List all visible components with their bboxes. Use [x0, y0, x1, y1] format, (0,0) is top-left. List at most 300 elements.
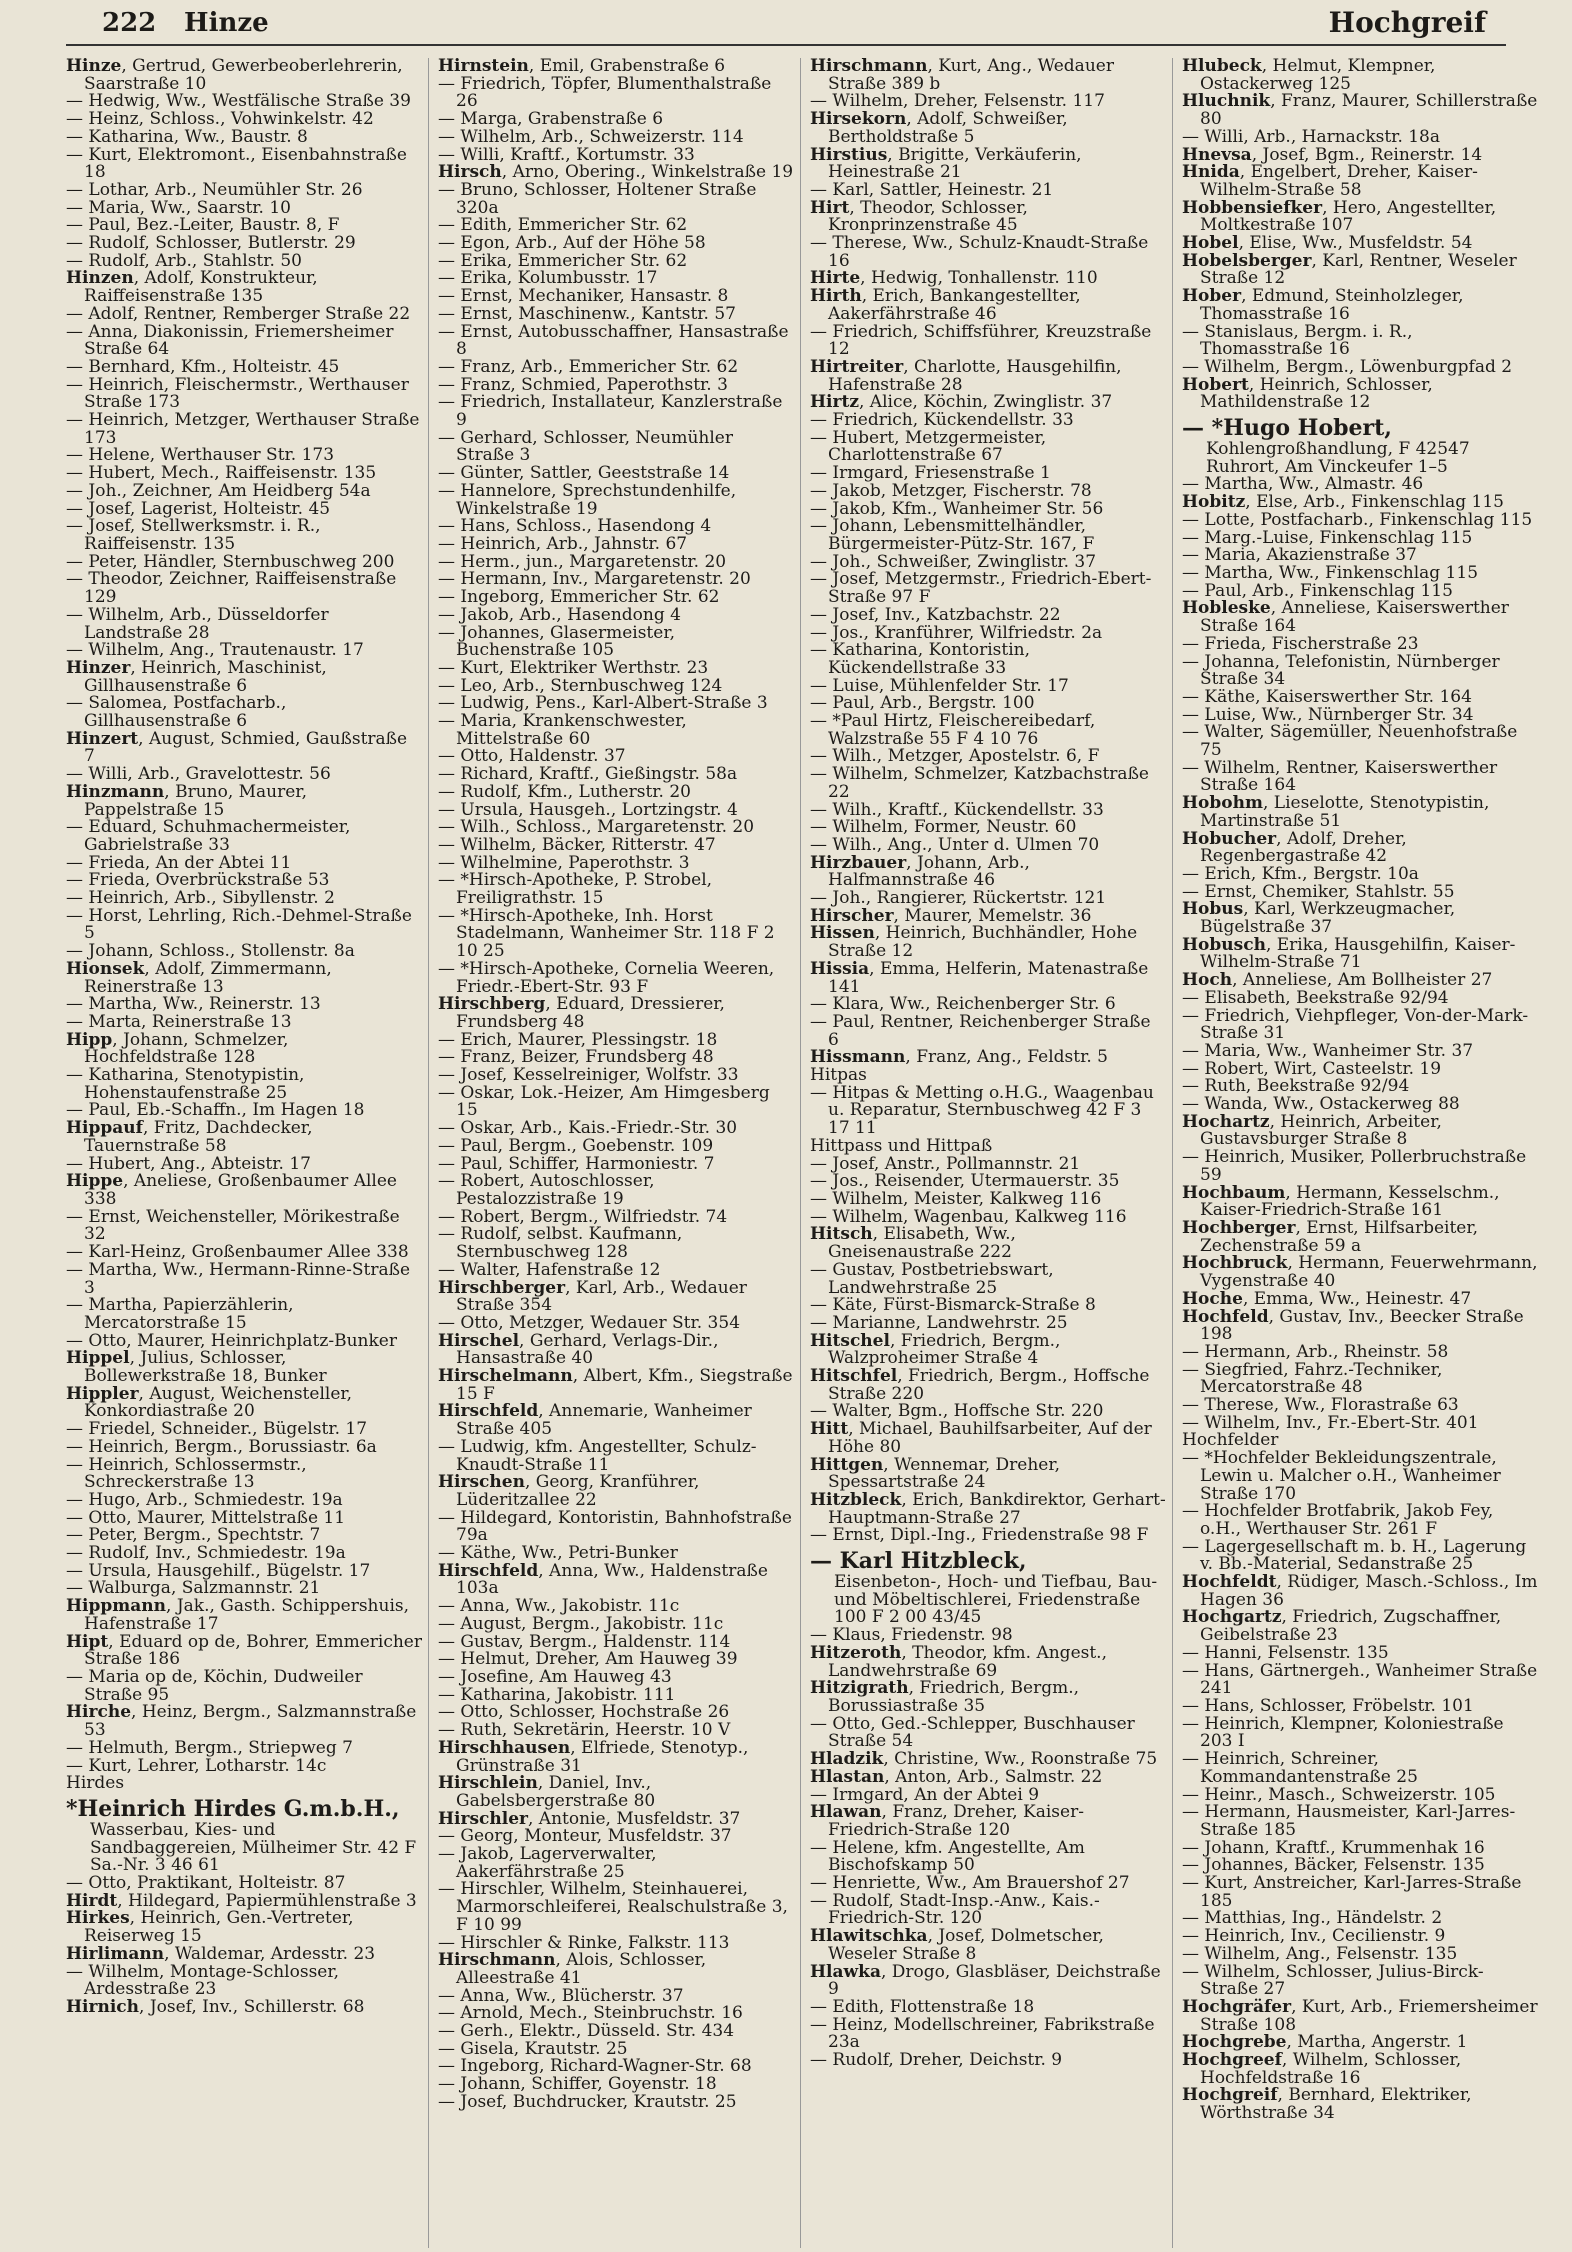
directory-entry: — Maria, Akazienstraße 37 [1182, 545, 1417, 566]
directory-entry: Hirschhausen, Elfriede, Stenotyp., Grünstraße 31 [438, 1737, 749, 1776]
directory-entry: Hobusch, Erika, Hausgehilfin, Kaiser-Wilhelm-Straße 71 [1182, 934, 1516, 973]
directory-entry: — Frieda, Fischerstraße 23 [1182, 633, 1419, 654]
directory-entry: — Jos., Reisender, Utermauerstr. 35 [810, 1171, 1120, 1192]
directory-entry: Hirsekorn, Adolf, Schweißer, Bertholdstraße 5 [810, 109, 1068, 147]
directory-entry: — Johann, Lebensmittelhändler, Bürgermeister-Pütz-Str. 167, F [810, 516, 1095, 554]
directory-entry: — Maria, Ww., Saarstr. 10 [66, 197, 291, 218]
directory-entry: Hochgartz, Friedrich, Zugschaffner, Geibelstraße 23 [1182, 1607, 1502, 1646]
directory-entry: — Rudolf, Schlosser, Butlerstr. 29 [66, 233, 356, 254]
directory-entry: Hirnich, Josef, Inv., Schillerstr. 68 [66, 1996, 365, 2017]
directory-entry: — Gustav, Postbetriebswart, Landwehrstraße 25 [810, 1259, 1054, 1298]
directory-entry: — *Hirsch-Apotheke, Cornelia Weeren, Friedr.-Ebert-Str. 93 F [438, 958, 775, 997]
directory-entry: Hochfeldt, Rüdiger, Masch.-Schloss., Im Hagen 36 [1182, 1572, 1538, 1610]
directory-entry: — Erich, Maurer, Plessingstr. 18 [438, 1029, 718, 1050]
directory-entry: — Rudolf, Arb., Stahlstr. 50 [66, 250, 302, 271]
directory-entry: — Hanni, Felsenstr. 135 [1182, 1642, 1389, 1663]
directory-entry: — Johannes, Glasermeister, Buchenstraße 105 [438, 622, 675, 661]
directory-entry: — Erika, Kolumbusstr. 17 [438, 268, 658, 289]
directory-entry: — Anna, Ww., Jakobistr. 11c [438, 1596, 680, 1617]
directory-entry: — Robert, Wirt, Casteelstr. 19 [1182, 1058, 1442, 1079]
directory-entry: — Johanna, Telefonistin, Nürnberger Straße 34 [1182, 651, 1500, 690]
directory-entry: — Martha, Ww., Hermann-Rinne-Straße 3 [66, 1259, 411, 1298]
directory-entry: — Wilhelm, Former, Neustr. 60 [810, 817, 1077, 838]
directory-entry: Hluchnik, Franz, Maurer, Schillerstraße 80 [1182, 91, 1538, 130]
directory-entry: — Ursula, Hausgehilf., Bügelstr. 17 [66, 1560, 371, 1581]
directory-entry: — Bruno, Schlosser, Holtener Straße 320a [438, 179, 757, 218]
directory-entry: Hobbensiefker, Hero, Angestellter, Moltkestraße 107 [1182, 197, 1497, 236]
column-2 [438, 58, 801, 2248]
directory-entry: — Josef, Inv., Katzbachstr. 22 [810, 604, 1061, 625]
directory-entry: Hochbaum, Hermann, Kesselschm., Kaiser-Friedrich-Straße 161 [1182, 1182, 1500, 1221]
directory-entry: Hinzen, Adolf, Konstrukteur, Raiffeisenstraße 135 [66, 268, 318, 307]
directory-entry: — Marianne, Landwehrstr. 25 [810, 1312, 1068, 1333]
directory-entry: — Therese, Ww., Florastraße 63 [1182, 1395, 1459, 1416]
directory-entry: — Horst, Lehrling, Rich.-Dehmel-Straße 5 [66, 905, 412, 944]
directory-entry: — Rudolf, selbst. Kaufmann, Sternbuschweg 128 [438, 1224, 683, 1263]
directory-entry: Hobucher, Adolf, Dreher, Regenbergastraße 42 [1182, 828, 1407, 867]
directory-entry: — Willi, Arb., Gravelottestr. 56 [66, 764, 331, 785]
directory-entry: — Ernst, Chemiker, Stahlstr. 55 [1182, 881, 1455, 902]
directory-entry: — Hubert, Ang., Abteistr. 17 [66, 1153, 311, 1174]
directory-entry: — Robert, Bergm., Wilfriedstr. 74 [438, 1206, 728, 1227]
directory-entry: Hochberger, Ernst, Hilfsarbeiter, Zechenstraße 59 a [1182, 1218, 1479, 1256]
directory-entry: Hippel, Julius, Schlosser, Bollewerkstraße 18, Bunker [66, 1348, 327, 1387]
directory-entry: — Friedrich, Kückendellstr. 33 [810, 410, 1074, 431]
directory-entry: Hionsek, Adolf, Zimmermann, Reinerstraße 13 [66, 958, 332, 997]
directory-entry: — Wilhelm, Wagenbau, Kalkweg 116 [810, 1206, 1127, 1227]
directory-entry: Hippe, Aneliese, Großenbaumer Allee 338 [66, 1171, 397, 1209]
directory-entry: Hitpas [810, 1065, 867, 1086]
directory-entry: — Wilhelm, Schmelzer, Katzbachstraße 22 [810, 764, 1149, 802]
directory-entry: — Wilhelm, Dreher, Felsenstr. 117 [810, 91, 1105, 112]
directory-entry: — Wilhelm, Montage-Schlosser, Ardesstraße 23 [66, 1961, 340, 2000]
directory-entry: — Peter, Händler, Sternbuschweg 200 [66, 551, 395, 572]
directory-entry: — Bernhard, Kfm., Holteistr. 45 [66, 356, 340, 377]
directory-entry: — Ernst, Maschinenw., Kantstr. 57 [438, 303, 736, 324]
directory-entry: Hirtz, Alice, Köchin, Zwinglistr. 37 [810, 392, 1113, 413]
directory-entry: — Heinrich, Bergm., Borussiastr. 6a [66, 1436, 377, 1457]
directory-entry: — Katharina, Ww., Baustr. 8 [66, 126, 308, 147]
directory-entry: — Wilhelm, Meister, Kalkweg 116 [810, 1189, 1102, 1209]
directory-entry: — Ruth, Sekretärin, Heerstr. 10 V [438, 1720, 731, 1741]
directory-entry: — Käthe, Kaiserswerther Str. 164 [1182, 686, 1472, 707]
directory-entry: Hobohm, Lieselotte, Stenotypistin, Martinstraße 51 [1182, 793, 1490, 831]
directory-entry: — Heinrich, Klempner, Koloniestraße 203 I [1182, 1713, 1504, 1752]
directory-entry: — Käthe, Ww., Petri-Bunker [438, 1543, 678, 1564]
directory-entry: — Marga, Grabenstraße 6 [438, 109, 664, 130]
column-4 [1182, 58, 1538, 2248]
directory-entry: Hissia, Emma, Helferin, Matenastraße 141 [810, 958, 1149, 997]
directory-entry: Hochfelder [1182, 1430, 1279, 1451]
directory-entry: — Matthias, Ing., Händelstr. 2 [1182, 1908, 1443, 1929]
directory-entry: — Paul, Rentner, Reichenberger Straße 6 [810, 1011, 1151, 1050]
directory-entry: — Johann, Schiffer, Goyenstr. 18 [438, 2074, 717, 2095]
directory-entry: — Helene, Werthauser Str. 173 [66, 445, 335, 466]
directory-entry: — Erika, Emmericher Str. 62 [438, 250, 688, 271]
directory-entry: Hochbruck, Hermann, Feuerwehrmann, Vygenstraße 40 [1182, 1253, 1538, 1292]
directory-entry: — Otto, Haldenstr. 37 [438, 746, 626, 767]
directory-entry: — Karl Hitzbleck, [810, 1548, 1027, 1575]
directory-entry: Hladzik, Christine, Ww., Roonstraße 75 [810, 1749, 1158, 1770]
directory-entry: Hlawitschka, Josef, Dolmetscher, Weseler Straße 8 [810, 1926, 1104, 1964]
directory-entry: Hinzmann, Bruno, Maurer, Pappelstraße 15 [66, 781, 307, 820]
directory-entry: — Joh., Schweißer, Zwinglistr. 37 [810, 551, 1097, 572]
directory-entry: — Therese, Ww., Schulz-Knaudt-Straße 16 [810, 233, 1149, 271]
directory-entry: — Wilhelmine, Paperothstr. 3 [438, 852, 690, 873]
directory-entry: — Wilhelm, Arb., Schweizerstr. 114 [438, 126, 744, 147]
directory-entry: Hittpass und Hittpaß [810, 1135, 993, 1156]
directory-entry: Hobert, Heinrich, Schlosser, Mathildenstraße 12 [1182, 374, 1433, 413]
directory-entry: — Paul, Bez.-Leiter, Baustr. 8, F [66, 215, 340, 236]
directory-entry: — Kurt, Anstreicher, Karl-Jarres-Straße 185 [1182, 1873, 1522, 1911]
directory-entry: Hitsch, Elisabeth, Ww., Gneisenaustraße 222 [810, 1224, 1016, 1263]
directory-entry: Hirscher, Maurer, Memelstr. 36 [810, 905, 1092, 926]
directory-entry: — Willi, Arb., Harnackstr. 18a [1182, 126, 1441, 147]
directory-entry: — *Hirsch-Apotheke, P. Strobel, Freiligrathstr. 15 [438, 870, 713, 909]
directory-entry: — Marg.-Luise, Finkenschlag 115 [1182, 527, 1473, 548]
directory-entry: Hinze, Gertrud, Gewerbeoberlehrerin, Saarstraße 10 [66, 58, 403, 94]
directory-entry: Hitzeroth, Theodor, kfm. Angest., Landwehrstraße 69 [810, 1642, 1107, 1681]
directory-entry: — Hans, Schloss., Hasendong 4 [438, 516, 712, 537]
directory-entry: — Anna, Ww., Blücherstr. 37 [438, 1985, 684, 2006]
directory-entry: — Lotte, Postfacharb., Finkenschlag 115 [1182, 509, 1533, 530]
directory-entry: — Josef, Buchdrucker, Krautstr. 25 [438, 2091, 737, 2112]
directory-entry: Hochartz, Heinrich, Arbeiter, Gustavsburger Straße 8 [1182, 1111, 1442, 1150]
directory-entry: — Walter, Bgm., Hoffsche Str. 220 [810, 1401, 1104, 1422]
directory-entry: — Johann, Kraftf., Krummenhak 16 [1182, 1837, 1485, 1858]
directory-entry: — Kurt, Lehrer, Lotharstr. 14c [66, 1755, 327, 1776]
directory-entry: — Georg, Monteur, Musfeldstr. 37 [438, 1826, 732, 1847]
directory-entry: — Hedwig, Ww., Westfälische Straße 39 [66, 91, 411, 112]
directory-entry: — Luise, Ww., Nürnberger Str. 34 [1182, 704, 1474, 725]
directory-entry: — Lagergesellschaft m. b. H., Lagerung v. Bb.-Material, Sedanstraße 25 [1182, 1536, 1527, 1575]
directory-entry: — Wilhelm, Arb., Düsseldorfer Landstraße 28 [66, 604, 329, 643]
directory-entry: — Hans, Schlosser, Fröbelstr. 101 [1182, 1695, 1474, 1716]
directory-entry: — Siegfried, Fahrz.-Techniker, Mercatorstraße 48 [1182, 1359, 1443, 1398]
directory-entry: — Jakob, Lagerverwalter, Aakerfährstraße 25 [438, 1844, 657, 1882]
directory-entry: — Martha, Ww., Finkenschlag 115 [1182, 562, 1479, 583]
directory-entry: — Gisela, Krautstr. 25 [438, 2038, 628, 2059]
directory-entry: Hipt, Eduard op de, Bohrer, Emmericher Straße 186 [66, 1631, 422, 1670]
directory-entry: — Martha, Ww., Almastr. 46 [1182, 474, 1424, 495]
directory-entry: — Friedel, Schneider., Bügelstr. 17 [66, 1419, 368, 1440]
directory-entry: — Irmgard, Friesenstraße 1 [810, 463, 1051, 484]
directory-entry: — Ludwig, Pens., Karl-Albert-Straße 3 [438, 693, 768, 714]
directory-entry: — Hirschler & Rinke, Falkstr. 113 [438, 1932, 730, 1953]
directory-entry: Hirschen, Georg, Kranführer, Lüderitzallee 22 [438, 1472, 700, 1510]
directory-entry: Hobus, Karl, Werkzeugmacher, Bügelstraße 37 [1182, 899, 1456, 938]
directory-entry: — Katharina, Jakobistr. 111 [438, 1684, 676, 1705]
header-left-word: Hinze [184, 8, 269, 38]
directory-entry: — Ernst, Dipl.-Ing., Friedenstraße 98 F [810, 1525, 1149, 1546]
directory-entry: — Heinrich, Arb., Sibyllenstr. 2 [66, 888, 335, 909]
directory-entry: — Wilhelm, Bergm., Löwenburgpfad 2 [1182, 356, 1513, 377]
directory-entry: Hirche, Heinz, Bergm., Salzmannstraße 53 [66, 1702, 417, 1741]
directory-entry: — Helene, kfm. Angestellte, Am Bischofskamp 50 [810, 1837, 1085, 1876]
directory-entry: — Edith, Emmericher Str. 62 [438, 215, 688, 236]
directory-entry: Hirlimann, Waldemar, Ardesstr. 23 [66, 1943, 376, 1964]
directory-entry: — Hitpas & Metting o.H.G., Waagenbau u. Reparatur, Sternbuschweg 42 F 3 17 11 [810, 1082, 1154, 1139]
directory-entry: Hitzigrath, Friedrich, Bergm., Borussiastraße 35 [810, 1678, 1080, 1716]
directory-entry: Hochfeld, Gustav, Inv., Beecker Straße 198 [1182, 1306, 1524, 1345]
directory-entry: Hobelsberger, Karl, Rentner, Weseler Straße 12 [1182, 250, 1517, 289]
directory-entry: — Jos., Kranführer, Wilfriedstr. 2a [810, 622, 1103, 643]
directory-entry: — Marta, Reinerstraße 13 [66, 1011, 292, 1032]
directory-entry: Hlubeck, Helmut, Klempner, Ostackerweg 125 [1182, 58, 1436, 94]
directory-entry: Kohlengroßhandlung, F 42547 Ruhrort, Am Vinckeufer 1–5 [1206, 439, 1470, 477]
directory-entry: Hitt, Michael, Bauhilfsarbeiter, Auf der Höhe 80 [810, 1419, 1152, 1457]
directory-entry: Hochgreef, Wilhelm, Schlosser, Hochfeldstraße 16 [1182, 2050, 1462, 2088]
directory-entry: — Heinrich, Schlossermstr., Schreckerstraße 13 [66, 1454, 307, 1493]
directory-entry: Hochgräfer, Kurt, Arb., Friemersheimer Straße 108 [1182, 1996, 1538, 2035]
directory-entry: — Walter, Hafenstraße 12 [438, 1259, 661, 1280]
directory-entry: — Hermann, Hausmeister, Karl-Jarres-Straße 185 [1182, 1802, 1516, 1840]
directory-entry: — Johann, Schloss., Stollenstr. 8a [66, 941, 355, 962]
directory-entry: Hirschfeld, Annemarie, Wanheimer Straße 405 [438, 1401, 752, 1440]
directory-entry: Hitzbleck, Erich, Bankdirektor, Gerhart-Hauptmann-Straße 27 [810, 1489, 1166, 1528]
directory-entry: — Rudolf, Dreher, Deichstr. 9 [810, 2050, 1063, 2071]
directory-entry: — Hubert, Mech., Raiffeisenstr. 135 [66, 463, 377, 484]
directory-entry: — Ingeborg, Emmericher Str. 62 [438, 587, 720, 608]
directory-entry: — Maria, Krankenschwester, Mittelstraße 60 [438, 711, 687, 749]
directory-entry: — Arnold, Mech., Steinbruchstr. 16 [438, 2003, 743, 2024]
page-number: 222 [102, 8, 157, 38]
directory-entry: Hippauf, Fritz, Dachdecker, Tauernstraße 58 [66, 1118, 313, 1156]
directory-entry: — Heinrich, Musiker, Pollerbruchstraße 59 [1182, 1147, 1527, 1185]
directory-entry: — Ernst, Mechaniker, Hansastr. 8 [438, 286, 729, 307]
directory-entry: — Hildegard, Kontoristin, Bahnhofstraße 79a [438, 1507, 792, 1546]
directory-entry: — Hochfelder Brotfabrik, Jakob Fey, o.H., Werthauser Str. 261 F [1182, 1501, 1494, 1539]
directory-entry: — Frieda, Overbrückstraße 53 [66, 870, 330, 891]
page-header [66, 0, 1506, 46]
directory-entry: — Hermann, Inv., Margaretenstr. 20 [438, 569, 751, 590]
directory-entry: — Klara, Ww., Reichenberger Str. 6 [810, 994, 1116, 1015]
directory-entry: Hitschfel, Friedrich, Bergm., Hoffsche Straße 220 [810, 1366, 1150, 1404]
directory-entry: Hirzbauer, Johann, Arb., Halfmannstraße 46 [810, 852, 1030, 891]
directory-entry: — Friedrich, Installateur, Kanzlerstraße 9 [438, 392, 783, 431]
directory-entry: — Peter, Bergm., Spechtstr. 7 [66, 1525, 321, 1546]
directory-entry: — Wilhelm, Inv., Fr.-Ebert-Str. 401 [1182, 1412, 1479, 1433]
directory-entry: — Ernst, Autobusschaffner, Hansastraße 8 [438, 321, 789, 360]
directory-entry: — Josef, Stellwerksmstr. i. R., Raiffeisenstr. 135 [66, 516, 321, 554]
directory-entry: — Ludwig, kfm. Angestellter, Schulz-Knaudt-Straße 11 [438, 1436, 757, 1475]
directory-entry: Hirschelmann, Albert, Kfm., Siegstraße 15 F [438, 1366, 793, 1404]
directory-entry: — Heinz, Modellschreiner, Fabrikstraße 23a [810, 2014, 1155, 2053]
directory-entry: — Walter, Sägemüller, Neuenhofstraße 75 [1182, 722, 1518, 761]
directory-entry: — Johannes, Bäcker, Felsenstr. 135 [1182, 1855, 1485, 1876]
directory-entry: Hirkes, Heinrich, Gen.-Vertreter, Reiserweg 15 [66, 1908, 354, 1947]
directory-entry: — Elisabeth, Beekstraße 92/94 [1182, 987, 1449, 1008]
directory-entry: Hinzer, Heinrich, Maschinist, Gillhausenstraße 6 [66, 657, 327, 696]
directory-entry: — Otto, Maurer, Mittelstraße 11 [66, 1507, 346, 1528]
directory-entry: Hinzert, August, Schmied, Gaußstraße 7 [66, 728, 408, 767]
directory-entry: — Wilhelm, Bäcker, Ritterstr. 47 [438, 834, 716, 855]
directory-entry: — Hannelore, Sprechstundenhilfe, Winkelstraße 19 [438, 480, 737, 519]
directory-entry: Hnevsa, Josef, Bgm., Reinerstr. 14 [1182, 144, 1483, 165]
directory-entry: — Wilhelm, Ang., Trautenaustr. 17 [66, 640, 364, 661]
directory-entry: Hobel, Elise, Ww., Musfeldstr. 54 [1182, 233, 1473, 254]
directory-entry: — Günter, Sattler, Geeststraße 14 [438, 463, 730, 484]
directory-entry: — Katharina, Kontoristin, Kückendellstraße 33 [810, 640, 1031, 678]
directory-entry: — Josefine, Am Hauweg 43 [438, 1666, 672, 1687]
directory-entry: Hippler, August, Weichensteller, Konkordiastraße 20 [66, 1383, 353, 1422]
directory-entry: — Eduard, Schuhmachermeister, Gabrielstraße 33 [66, 817, 351, 855]
column-3 [810, 58, 1173, 2248]
directory-entry: — *Hochfelder Bekleidungszentrale, Lewin u. Malcher o.H., Wanheimer Straße 170 [1182, 1448, 1501, 1504]
directory-entry: — Frieda, An der Abtei 11 [66, 852, 292, 873]
directory-entry: Hlawan, Franz, Dreher, Kaiser-Friedrich-Straße 120 [810, 1802, 1084, 1840]
directory-entry: Eisenbeton-, Hoch- und Tiefbau, Bau- und Möbeltischlerei, Friedenstraße 100 F 2 00 43/45 [834, 1572, 1158, 1628]
directory-entry: — Heinrich, Metzger, Werthauser Straße 173 [66, 410, 420, 448]
directory-entry: — Theodor, Zeichner, Raiffeisenstraße 129 [66, 569, 397, 608]
directory-entry: Hirdt, Hildegard, Papiermühlenstraße 3 [66, 1890, 417, 1911]
directory-entry: — Irmgard, An der Abtei 9 [810, 1784, 1040, 1805]
directory-entry: — Ingeborg, Richard-Wagner-Str. 68 [438, 2056, 752, 2077]
directory-entry: — Ruth, Beekstraße 92/94 [1182, 1076, 1410, 1097]
directory-entry: Hirschel, Gerhard, Verlags-Dir., Hansastraße 40 [438, 1330, 719, 1369]
directory-entry: — Ursula, Hausgeh., Lortzingstr. 4 [438, 799, 738, 820]
directory-entry: — Friedrich, Schiffsführer, Kreuzstraße 12 [810, 321, 1152, 360]
directory-entry: — Heinz, Schloss., Vohwinkelstr. 42 [66, 109, 374, 130]
directory-entry: — Katharina, Stenotypistin, Hohenstaufenstraße 25 [66, 1065, 305, 1103]
directory-entry: — Martha, Papierzählerin, Mercatorstraße 15 [66, 1295, 294, 1333]
directory-entry: Hochgreif, Bernhard, Elektriker, Wörthstraße 34 [1182, 2085, 1472, 2124]
directory-entry: Hirschmann, Kurt, Ang., Wedauer Straße 389 b [810, 58, 1114, 94]
directory-entry: — Gustav, Bergm., Haldenstr. 114 [438, 1631, 731, 1652]
directory-entry: — Maria, Ww., Wanheimer Str. 37 [1182, 1040, 1474, 1061]
directory-entry: — Paul, Eb.-Schaffn., Im Hagen 18 [66, 1100, 365, 1121]
directory-entry: — Friedrich, Töpfer, Blumenthalstraße 26 [438, 73, 772, 112]
directory-entry: — Jakob, Arb., Hasendong 4 [438, 604, 681, 625]
directory-entry: — Paul, Arb., Finkenschlag 115 [1182, 580, 1453, 601]
directory-entry: Hochgrebe, Martha, Angerstr. 1 [1182, 2032, 1468, 2053]
directory-entry: Hirth, Erich, Bankangestellter, Aakerfährstraße 46 [810, 286, 1081, 324]
directory-entry: — Wilh., Kraftf., Kückendellstr. 33 [810, 799, 1104, 820]
directory-entry: — Richard, Kraftf., Gießingstr. 58a [438, 764, 738, 785]
directory-entry: Hirte, Hedwig, Tonhallenstr. 110 [810, 268, 1098, 289]
directory-entry: Hlastan, Anton, Arb., Salmstr. 22 [810, 1766, 1103, 1787]
directory-entry: Wasserbau, Kies- und Sandbaggereien, Mülheimer Str. 42 F Sa.-Nr. 3 46 61 [90, 1819, 417, 1876]
columns [66, 58, 1566, 2248]
directory-entry: — Stanislaus, Bergm. i. R., Thomasstraße 16 [1182, 321, 1413, 360]
directory-entry: — Otto, Ged.-Schlepper, Buschhauser Straße 54 [810, 1713, 1135, 1752]
directory-entry: Hoche, Emma, Ww., Heinestr. 47 [1182, 1288, 1472, 1309]
directory-entry: *Heinrich Hirdes G.m.b.H., [66, 1795, 400, 1822]
directory-entry: — Wilhelm, Rentner, Kaiserswerther Straße 164 [1182, 757, 1498, 796]
directory-entry: — Karl, Sattler, Heinestr. 21 [810, 179, 1054, 200]
header-right-word: Hochgreif [1328, 6, 1486, 39]
directory-entry: — Hermann, Arb., Rheinstr. 58 [1182, 1341, 1449, 1362]
directory-entry: Hirschmann, Alois, Schlosser, Alleestraße 41 [438, 1950, 707, 1988]
directory-entry: — Gerh., Elektr., Düsseld. Str. 434 [438, 2021, 735, 2042]
directory-entry: — Lothar, Arb., Neumühler Str. 26 [66, 179, 363, 200]
directory-entry: — Heinrich, Schreiner, Kommandantenstraße 25 [1182, 1749, 1418, 1787]
directory-entry: — *Hirsch-Apotheke, Inh. Horst Stadelmann, Wanheimer Str. 118 F 2 10 25 [438, 905, 775, 962]
directory-entry: — Josef, Anstr., Pollmannstr. 21 [810, 1153, 1081, 1174]
directory-entry: — Jakob, Metzger, Fischerstr. 78 [810, 480, 1092, 501]
directory-entry: — Leo, Arb., Sternbuschweg 124 [438, 675, 723, 696]
directory-entry: — Hugo, Arb., Schmiedestr. 19a [66, 1489, 343, 1510]
directory-entry: — Maria op de, Köchin, Dudweiler Straße 95 [66, 1666, 363, 1705]
directory-entry: — Kurt, Elektromont., Eisenbahnstraße 18 [66, 144, 407, 183]
directory-entry: Hirnstein, Emil, Grabenstraße 6 [438, 58, 726, 76]
directory-entry: — Willi, Kraftf., Kortumstr. 33 [438, 144, 695, 165]
directory-entry: — Joh., Zeichner, Am Heidberg 54a [66, 480, 371, 501]
directory-entry: — Oskar, Lok.-Heizer, Am Himgesberg 15 [438, 1082, 770, 1121]
directory-entry: Hlawka, Drogo, Glasbläser, Deichstraße 9 [810, 1961, 1161, 2000]
directory-entry: — Rudolf, Kfm., Lutherstr. 20 [438, 781, 691, 802]
directory-entry: — August, Bergm., Jakobistr. 11c [438, 1613, 724, 1634]
directory-entry: Hissen, Heinrich, Buchhändler, Hohe Straße 12 [810, 923, 1138, 962]
directory-entry: Hirt, Theodor, Schlosser, Kronprinzenstraße 45 [810, 197, 1028, 236]
directory-entry: — Wilhelm, Schlosser, Julius-Birck-Straße 27 [1182, 1961, 1484, 2000]
directory-entry: Hippmann, Jak., Gasth. Schippershuis, Hafenstraße 17 [66, 1596, 410, 1634]
directory-entry: — Martha, Ww., Reinerstr. 13 [66, 994, 321, 1015]
directory-entry: — Gerhard, Schlosser, Neumühler Straße 3 [438, 427, 733, 466]
directory-entry: — Heinrich, Fleischermstr., Werthauser Straße 173 [66, 374, 409, 413]
directory-entry: Hoch, Anneliese, Am Bollheister 27 [1182, 970, 1493, 991]
directory-entry: — Hubert, Metzgermeister, Charlottenstraße 67 [810, 427, 1047, 466]
directory-entry: Hitschel, Friedrich, Bergm., Walzproheimer Straße 4 [810, 1330, 1061, 1369]
directory-entry: — Wilh., Schloss., Margaretenstr. 20 [438, 817, 755, 838]
directory-entry: — Erich, Kfm., Bergstr. 10a [1182, 863, 1419, 884]
directory-entry: Hirschler, Antonie, Musfeldstr. 37 [438, 1808, 741, 1829]
directory-entry: Hirschlein, Daniel, Inv., Gabelsbergerstraße 80 [438, 1773, 656, 1811]
directory-entry: — Paul, Arb., Bergstr. 100 [810, 693, 1035, 714]
directory-entry: — Franz, Arb., Emmericher Str. 62 [438, 356, 739, 377]
directory-entry: — Wanda, Ww., Ostackerweg 88 [1182, 1094, 1460, 1115]
directory-entry: — Edith, Flottenstraße 18 [810, 1996, 1035, 2017]
directory-entry: Hobitz, Else, Arb., Finkenschlag 115 [1182, 492, 1505, 513]
directory-entry: — Anna, Diakonissin, Friemersheimer Straße 64 [66, 321, 394, 360]
directory-entry: — Franz, Beizer, Frundsberg 48 [438, 1047, 714, 1068]
directory-entry: — Klaus, Friedenstr. 98 [810, 1625, 1013, 1646]
directory-entry: — Friedrich, Viehpfleger, Von-der-Mark-Straße 31 [1182, 1005, 1529, 1044]
directory-entry: — Karl-Heinz, Großenbaumer Allee 338 [66, 1242, 409, 1263]
directory-entry: — Käte, Fürst-Bismarck-Straße 8 [810, 1295, 1096, 1316]
directory-entry: — Wilh., Ang., Unter d. Ulmen 70 [810, 834, 1100, 855]
directory-entry: Hirstius, Brigitte, Verkäuferin, Heinestraße 21 [810, 144, 1082, 183]
directory-entry: — Wilhelm, Ang., Felsenstr. 135 [1182, 1943, 1458, 1964]
directory-entry: — Robert, Autoschlosser, Pestalozzistraße 19 [438, 1171, 655, 1209]
directory-entry: — Otto, Maurer, Heinrichplatz-Bunker [66, 1330, 397, 1351]
directory-entry: — Otto, Schlosser, Hochstraße 26 [438, 1702, 730, 1723]
directory-entry: — Luise, Mühlenfelder Str. 17 [810, 675, 1069, 696]
directory-entry: — Heinr., Masch., Schweizerstr. 105 [1182, 1784, 1496, 1805]
directory-entry: — *Hugo Hobert, [1182, 415, 1392, 442]
directory-entry: — Kurt, Elektriker Werthstr. 23 [438, 657, 709, 678]
directory-entry: — Herm., jun., Margaretenstr. 20 [438, 551, 727, 572]
directory-entry: — Rudolf, Inv., Schmiedestr. 19a [66, 1543, 346, 1564]
directory-entry: Hobleske, Anneliese, Kaiserswerther Straße 164 [1182, 598, 1509, 637]
directory-entry: — Heinrich, Arb., Jahnstr. 67 [438, 533, 688, 554]
directory-entry: Hirschberg, Eduard, Dressierer, Frundsberg 48 [438, 994, 725, 1032]
directory-entry: — Jakob, Kfm., Wanheimer Str. 56 [810, 498, 1104, 519]
directory-entry: — *Paul Hirtz, Fleischereibedarf, Walzstraße 55 F 4 10 76 [810, 711, 1096, 749]
directory-entry: — Egon, Arb., Auf der Höhe 58 [438, 233, 706, 254]
directory-entry: — Josef, Kesselreiniger, Wolfstr. 33 [438, 1065, 739, 1086]
column-1 [66, 58, 429, 2248]
directory-entry: Hirschberger, Karl, Arb., Wedauer Straße 354 [438, 1277, 747, 1316]
directory-entry: — Josef, Metzgermstr., Friedrich-Ebert-Straße 97 F [810, 569, 1152, 608]
directory-entry: — Walburga, Salzmannstr. 21 [66, 1578, 321, 1599]
directory-entry: — Paul, Bergm., Goebenstr. 109 [438, 1135, 714, 1156]
directory-entry: — Josef, Lagerist, Holteistr. 45 [66, 498, 331, 519]
directory-entry: — Rudolf, Stadt-Insp.-Anw., Kais.-Friedrich-Str. 120 [810, 1890, 1100, 1929]
directory-entry: Hirschfeld, Anna, Ww., Haldenstraße 103a [438, 1560, 768, 1599]
directory-entry: — Adolf, Rentner, Remberger Straße 22 [66, 303, 411, 324]
directory-entry: — Salomea, Postfacharb., Gillhausenstraße 6 [66, 693, 287, 732]
